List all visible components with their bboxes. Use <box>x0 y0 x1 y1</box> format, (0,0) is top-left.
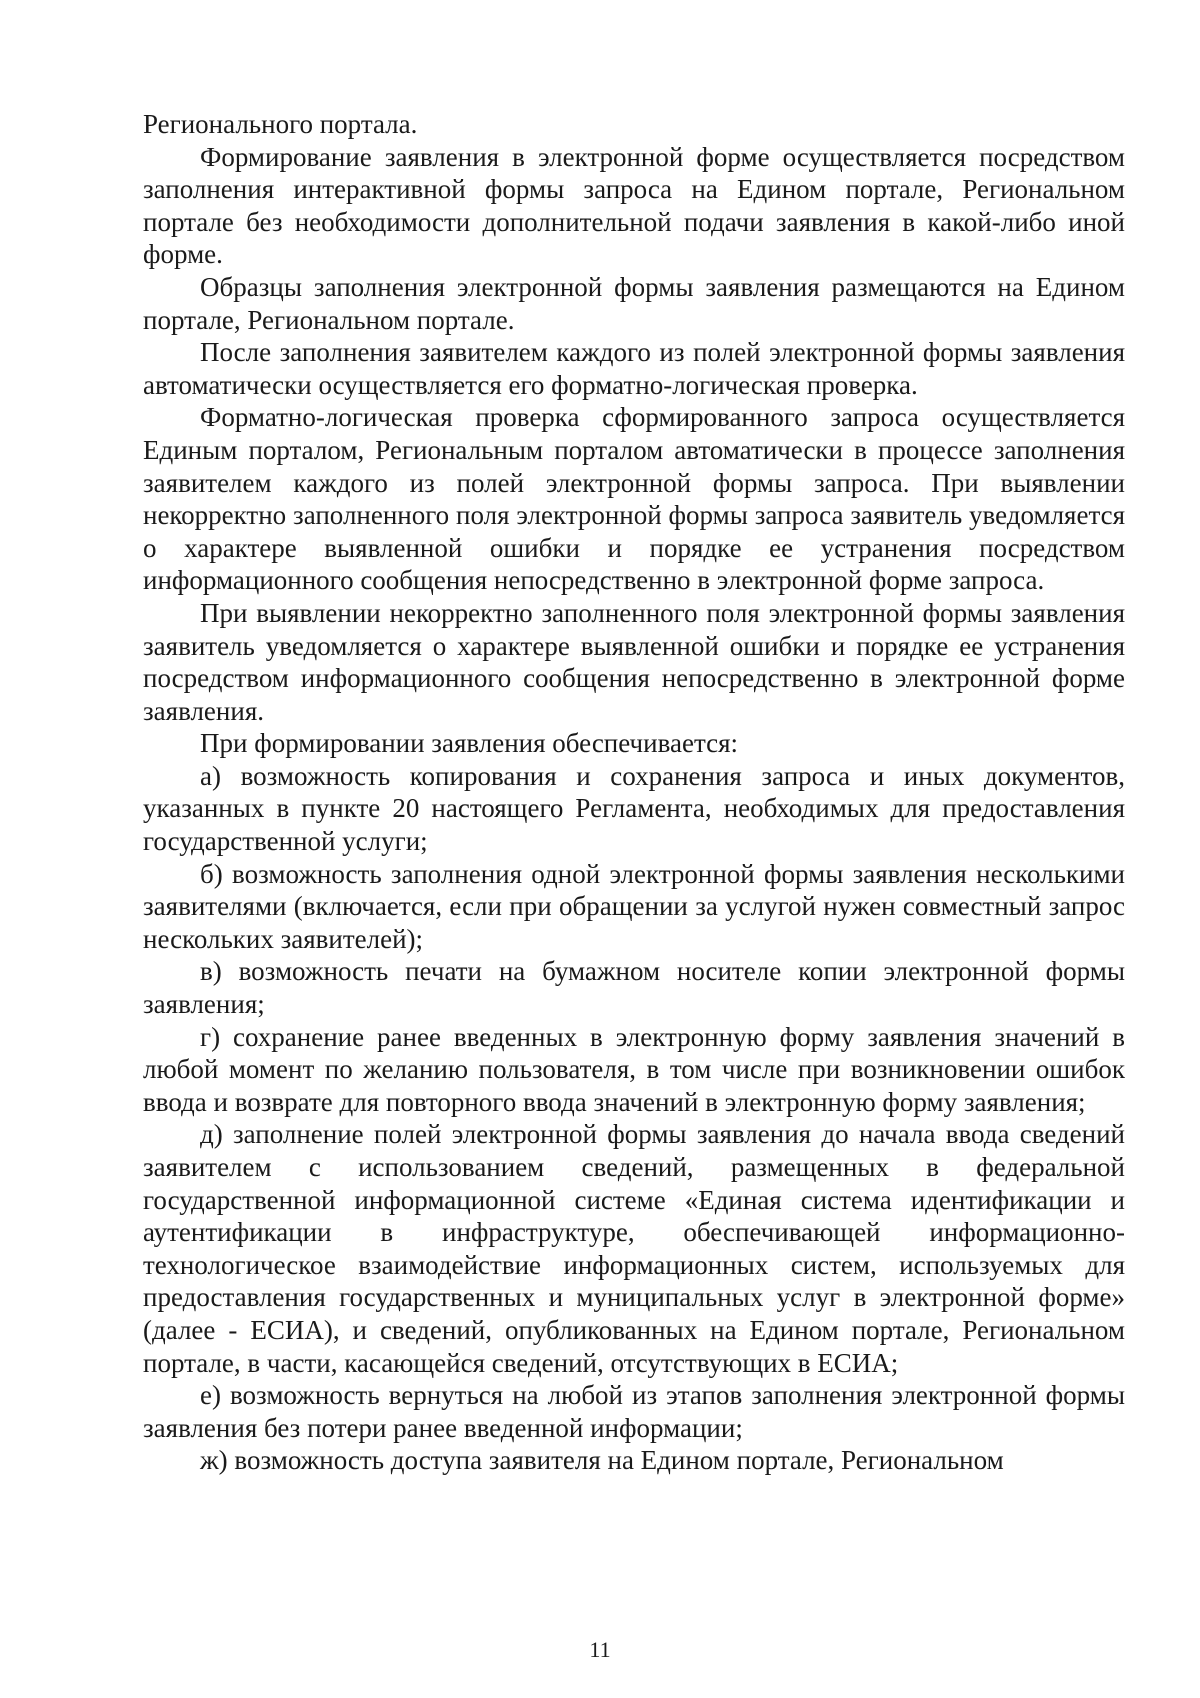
list-item-a: а) возможность копирования и сохранения запроса и иных документов, указанных в пункте 20 настоящего Регламента, необходимых для предоставления государственной услуги; <box>143 760 1125 857</box>
list-item-g: г) сохранение ранее введенных в электронную форму заявления значений в любой момент по желанию пользователя, в том числе при возникновении ошибок ввода и возврате для повторного ввода значений в электронную форму заявления; <box>143 1021 1125 1117</box>
paragraph-provisions-intro: При формировании заявления обеспечивается: <box>200 728 738 759</box>
paragraph-continuation: Регионального портала. <box>143 109 418 139</box>
list-item-d: д) заполнение полей электронной формы заявления до начала ввода сведений заявителем с использованием сведений, размещенных в федеральной государственной информационной системе «Единая система идентификации и аутентификации в инфраструктуре, обеспечивающей информационно-технологическое взаимодействие информационных систем, используемых для предоставления государственных и муниципальных услуг в электронной форме» (далее - ЕСИА), и сведений, опубликованных на Едином портале, Региональном портале, в части, касающейся сведений, отсутствующих в ЕСИА; <box>143 1119 1125 1378</box>
list-item-v: в) возможность печати на бумажном носителе копии электронной формы заявления; <box>143 956 1125 1020</box>
paragraph-form-samples: Образцы заполнения электронной формы заявления размещаются на Едином портале, Региональном портале. <box>143 271 1125 335</box>
paragraph-auto-check: После заполнения заявителем каждого из полей электронной формы заявления автоматически осуществляется его форматно-логическая проверка. <box>143 337 1125 400</box>
paragraph-format-logic-check: Форматно-логическая проверка сформированного запроса осуществляется Единым порталом, Региональным порталом автоматически в процессе заполнения заявителем каждого из полей электронной формы запроса. При выявлении некорректно заполненного поля электронной формы запроса заявитель уведомляется о характере выявленной ошибки и порядке ее устранения посредством информационного сообщения непосредственно в электронной форме запроса. <box>143 402 1125 596</box>
page-number: 11 <box>589 1637 611 1662</box>
paragraph-form-submission: Формирование заявления в электронной форме осуществляется посредством заполнения интерактивной формы запроса на Едином портале, Региональном портале без необходимости дополнительной подачи заявления в какой-либо иной форме. <box>143 141 1125 270</box>
list-item-zh: ж) возможность доступа заявителя на Едином портале, Региональном <box>200 1445 1004 1476</box>
paragraph-error-notification: При выявлении некорректно заполненного поля электронной формы заявления заявитель уведомляется о характере выявленной ошибки и порядке ее устранения посредством информационного сообщения непосредственно в электронной форме заявления. <box>143 597 1125 726</box>
document-body <box>143 108 1125 1477</box>
list-item-e: е) возможность вернуться на любой из этапов заполнения электронной формы заявления без потери ранее введенной информации; <box>143 1380 1125 1443</box>
list-item-b: б) возможность заполнения одной электронной формы заявления несколькими заявителями (включается, если при обращении за услугой нужен совместный запрос нескольких заявителей); <box>143 858 1125 954</box>
